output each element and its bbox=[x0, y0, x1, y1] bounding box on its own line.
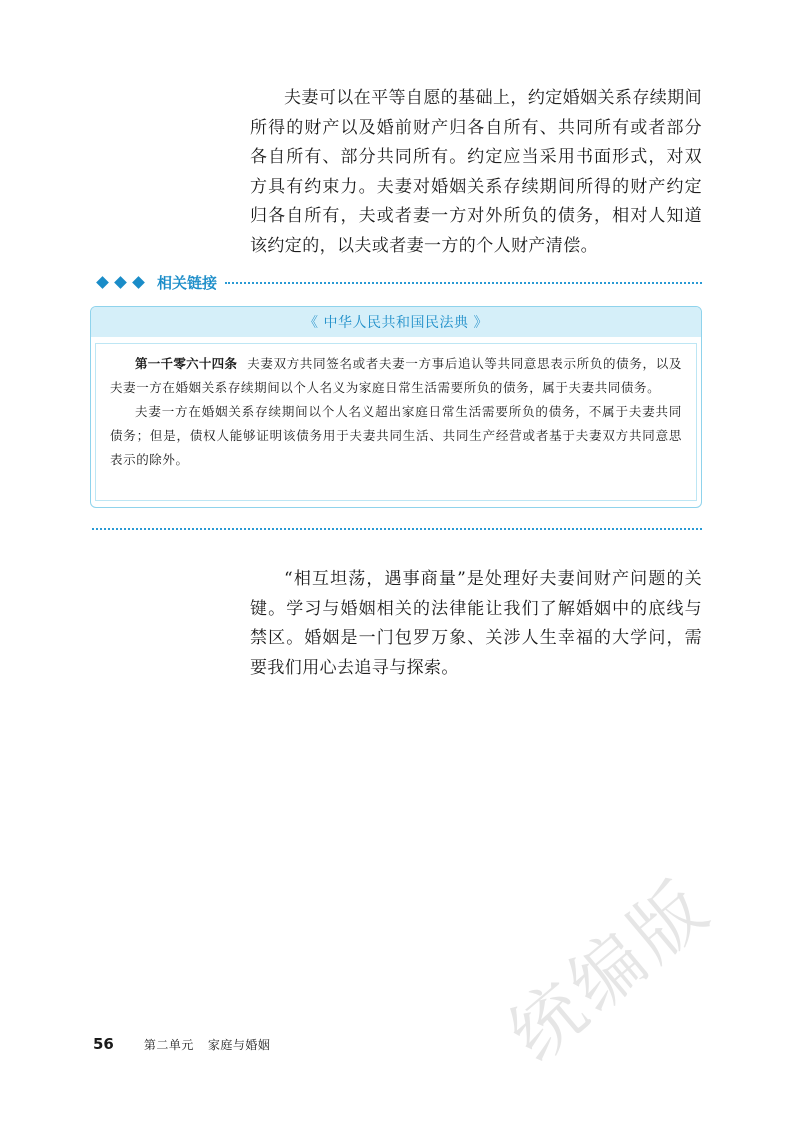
unit-title: 家庭与婚姻 bbox=[207, 1038, 271, 1052]
related-link-title: 相关链接 bbox=[157, 273, 218, 292]
diamond-bullets-icon bbox=[96, 278, 145, 287]
law-paragraph-1 bbox=[110, 352, 682, 400]
law-article-text-1: 夫妻双方共同签名或者夫妻一方事后追认等共同意思表示所负的债务，以及夫妻一方在婚姻关系存续期间以个人名义为家庭日常生活需要所负的债务，属于夫妻共同债务。 bbox=[110, 356, 682, 395]
law-paragraph-2: 夫妻一方在婚姻关系存续期间以个人名义超出家庭日常生活需要所负的债务，不属于夫妻共同债务；但是，债权人能够证明该债务用于夫妻共同生活、共同生产经营或者基于夫妻双方共同意思表示的除外。 bbox=[110, 404, 682, 467]
unit-label: 第二单元 bbox=[143, 1038, 194, 1052]
bottom-dotted-divider bbox=[92, 528, 702, 530]
watermark: 统编版 bbox=[493, 862, 727, 1078]
law-box-title: 《 中华人民共和国民法典 》 bbox=[91, 307, 701, 337]
page-number: 56 bbox=[93, 1035, 114, 1053]
page-footer bbox=[93, 1035, 270, 1053]
law-excerpt-box bbox=[90, 306, 702, 508]
dotted-divider bbox=[225, 282, 702, 284]
body-paragraph-1: 夫妻可以在平等自愿的基础上，约定婚姻关系存续期间所得的财产以及婚前财产归各自所有、共同所有或者部分各自所有、部分共同所有。约定应当采用书面形式，对双方具有约束力。夫妻对婚姻关系存续期间所得的财产约定归各自所有，夫或者妻一方对外所负的债务，相对人知道该约定的，以夫或者妻一方的个人财产清偿。 bbox=[250, 88, 702, 256]
law-box-body bbox=[95, 343, 697, 501]
law-article-number: 第一千零六十四条 bbox=[135, 356, 238, 371]
related-link-header bbox=[96, 270, 702, 294]
body-paragraph-2: “相互坦荡，遇事商量”是处理好夫妻间财产问题的关键。学习与婚姻相关的法律能让我们了解婚姻中的底线与禁区。婚姻是一门包罗万象、关涉人生幸福的大学问，需要我们用心去追寻与探索。 bbox=[250, 569, 702, 678]
